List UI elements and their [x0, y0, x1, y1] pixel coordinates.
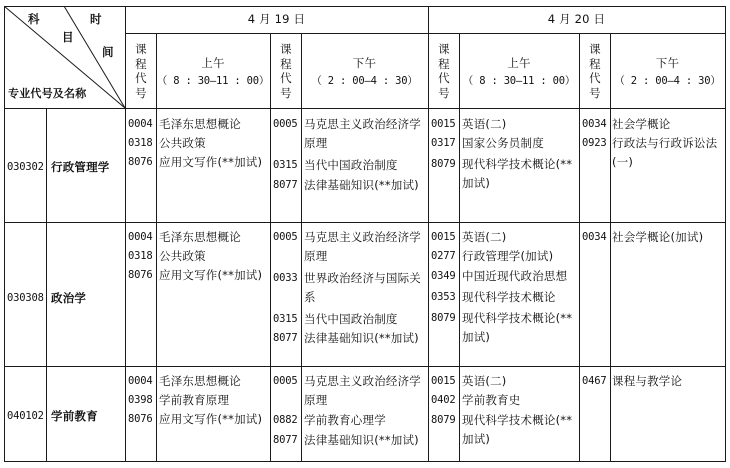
course-name: 加试) — [462, 330, 491, 344]
course-name: 学前教育原理 — [159, 393, 230, 407]
header-morning-1: 上午 — [201, 56, 225, 70]
header-major-label: 专业代号及名称 — [8, 87, 87, 100]
course-name: 学前教育心理学 — [304, 413, 386, 427]
course-code: 0318 — [128, 137, 153, 149]
course-name: 世界政治经济与国际关 — [304, 271, 421, 285]
course-name: 当代中国政治制度 — [304, 312, 398, 326]
header-morning-time-2: （ 8 : 30—11 : 00） — [462, 75, 576, 87]
course-code: 0882 — [273, 414, 298, 426]
course-name: 加试) — [462, 176, 491, 190]
course-code: 0349 — [431, 270, 456, 282]
course-code: 8077 — [273, 434, 298, 446]
course-name: 原理 — [304, 249, 328, 263]
course-code: 8076 — [128, 413, 153, 425]
course-name: 原理 — [304, 136, 328, 150]
course-name: 行政法与行政诉讼法 — [612, 136, 718, 150]
course-name: 毛泽东思想概论 — [159, 374, 241, 388]
course-name: 现代科学技术概论(** — [462, 311, 573, 325]
col-divider-d1-pm — [301, 33, 302, 462]
course-code: 0398 — [128, 394, 153, 406]
course-name: 法律基础知识(**加试) — [304, 331, 419, 345]
col-divider-day — [428, 6, 429, 462]
header-afternoon-1: 下午 — [352, 56, 377, 70]
course-code: 0004 — [128, 375, 153, 387]
course-code: 0317 — [431, 137, 456, 149]
course-code: 8079 — [431, 158, 456, 170]
course-name: 现代科学技术概论 — [462, 290, 556, 304]
course-code: 0467 — [582, 375, 607, 387]
header-afternoon-2: 下午 — [655, 56, 680, 70]
major-name: 政治学 — [51, 291, 87, 305]
major-name: 行政管理学 — [51, 160, 110, 174]
course-name: 加试) — [462, 432, 491, 446]
col-divider-d2-am — [459, 33, 460, 462]
course-name: 现代科学技术概论(** — [462, 157, 573, 171]
course-name: 应用文写作(**加试) — [159, 268, 263, 282]
major-code: 040102 — [7, 410, 44, 422]
course-code: 0318 — [128, 250, 153, 262]
course-code: 0034 — [582, 231, 607, 243]
header-code-label-2: 课程代号 — [280, 42, 292, 100]
col-divider-d1-pm-code — [270, 33, 271, 462]
course-name: 社会学概论(加试) — [612, 230, 704, 244]
col-divider-d1-am — [156, 33, 157, 462]
header-jian: 间 — [102, 45, 114, 59]
course-code: 0315 — [273, 313, 298, 325]
header-morning-time-1: （ 8 : 30—11 : 00） — [156, 75, 270, 87]
header-mu: 目 — [62, 30, 74, 44]
header-code-label-3: 课程代号 — [438, 42, 450, 100]
course-code: 8079 — [431, 414, 456, 426]
major-name: 学前教育 — [51, 409, 98, 423]
course-code: 0004 — [128, 231, 153, 243]
course-code: 0277 — [431, 250, 456, 262]
col-divider-d2-pm-code — [579, 33, 580, 462]
row-divider-2 — [4, 366, 726, 367]
course-code: 8076 — [128, 269, 153, 281]
course-name: 公共政策 — [159, 249, 206, 263]
course-code: 0353 — [431, 291, 456, 303]
course-name: 马克思主义政治经济学 — [304, 230, 421, 244]
course-name: 行政管理学(加试) — [462, 249, 554, 263]
course-name: 应用文写作(**加试) — [159, 155, 263, 169]
header-afternoon-time-2: （ 2 : 00—4 : 30） — [614, 75, 721, 87]
header-afternoon-time-1: （ 2 : 00—4 : 30） — [311, 75, 418, 87]
row-divider-1 — [4, 222, 726, 223]
border-right — [725, 6, 726, 462]
course-name: 社会学概论 — [612, 117, 671, 131]
course-code: 0315 — [273, 159, 298, 171]
course-name: 学前教育史 — [462, 393, 521, 407]
header-code-label-4: 课程代号 — [589, 42, 601, 100]
course-name: 中国近现代政治思想 — [462, 269, 568, 283]
header-date-apr19: 4 月 19 日 — [247, 12, 306, 26]
course-name: 当代中国政治制度 — [304, 158, 398, 172]
course-name: 原理 — [304, 393, 328, 407]
course-code: 0015 — [431, 118, 456, 130]
course-name: 国家公务员制度 — [462, 136, 544, 150]
course-name: 公共政策 — [159, 136, 206, 150]
course-code: 0033 — [273, 272, 298, 284]
course-code: 0004 — [128, 118, 153, 130]
course-name: 应用文写作(**加试) — [159, 412, 263, 426]
course-code: 0005 — [273, 231, 298, 243]
header-code-label-1: 课程代号 — [135, 42, 147, 100]
course-name: (一) — [612, 155, 634, 169]
border-bottom — [4, 461, 726, 462]
header-shi: 时 — [90, 12, 102, 26]
course-name: 英语(二) — [462, 374, 507, 388]
course-name: 法律基础知识(**加试) — [304, 433, 419, 447]
col-divider-major-name — [46, 108, 47, 462]
header-date-apr20: 4 月 20 日 — [547, 12, 606, 26]
major-code: 030308 — [7, 292, 44, 304]
course-code: 8076 — [128, 156, 153, 168]
course-code: 0015 — [431, 231, 456, 243]
major-code: 030302 — [7, 161, 44, 173]
course-name: 马克思主义政治经济学 — [304, 374, 421, 388]
course-code: 8077 — [273, 332, 298, 344]
course-name: 英语(二) — [462, 230, 507, 244]
course-code: 8079 — [431, 312, 456, 324]
course-code: 8077 — [273, 179, 298, 191]
course-name: 系 — [304, 290, 316, 304]
course-name: 法律基础知识(**加试) — [304, 178, 419, 192]
date-divider — [125, 33, 725, 34]
course-code: 0015 — [431, 375, 456, 387]
course-name: 毛泽东思想概论 — [159, 117, 241, 131]
course-name: 课程与教学论 — [612, 374, 683, 388]
course-name: 毛泽东思想概论 — [159, 230, 241, 244]
header-ke: 科 — [28, 12, 40, 26]
header-morning-2: 上午 — [507, 56, 531, 70]
course-name: 英语(二) — [462, 117, 507, 131]
course-code: 0034 — [582, 118, 607, 130]
course-code: 0923 — [582, 137, 607, 149]
course-code: 0402 — [431, 394, 456, 406]
course-name: 马克思主义政治经济学 — [304, 117, 421, 131]
course-code: 0005 — [273, 375, 298, 387]
course-code: 0005 — [273, 118, 298, 130]
course-name: 现代科学技术概论(** — [462, 413, 573, 427]
col-divider-d2-pm — [610, 33, 611, 462]
